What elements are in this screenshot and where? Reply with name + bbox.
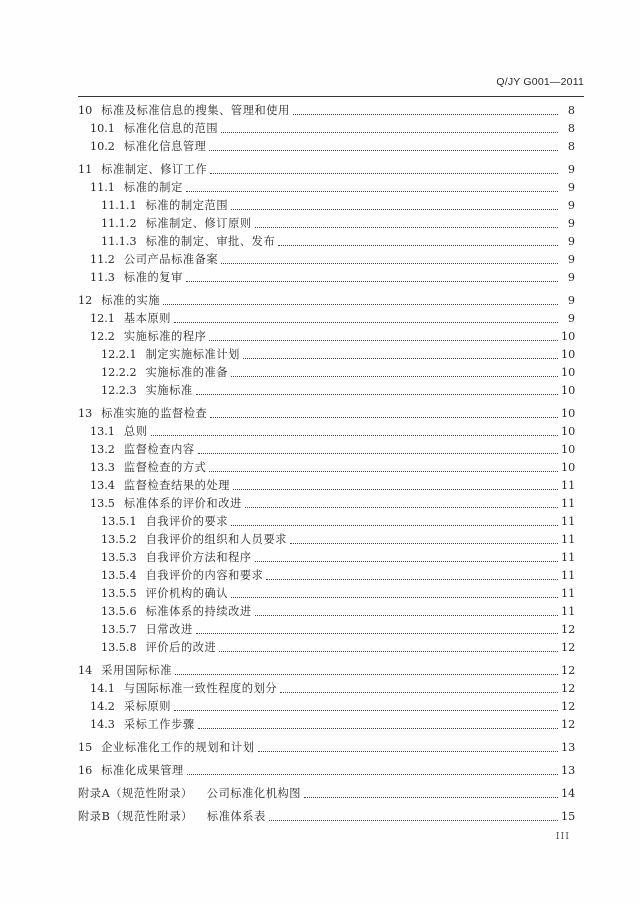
toc-entry-number: 11.1.2 — [101, 217, 137, 230]
dot-leader — [210, 417, 558, 418]
toc-entry-page: 9 — [567, 294, 575, 307]
toc-entry-page: 10 — [561, 348, 576, 361]
toc-entry-page: 15 — [561, 810, 576, 823]
toc-entry-title: 实施标准的准备 — [145, 366, 229, 379]
dot-leader — [243, 358, 558, 359]
toc-entry[interactable] — [78, 197, 575, 215]
dot-leader — [258, 751, 559, 752]
toc-entry[interactable] — [78, 716, 575, 734]
toc-entry-title: 评价后的改进 — [145, 641, 217, 654]
toc-entry-title: 标准的实施 — [101, 294, 161, 307]
toc-entry[interactable] — [78, 292, 575, 310]
dot-leader — [209, 471, 558, 472]
toc-entry-page: 9 — [567, 217, 575, 230]
dot-leader — [196, 633, 558, 634]
toc-entry[interactable] — [78, 405, 575, 423]
toc-entry-title: 与国际标准一致性程度的划分 — [123, 682, 278, 695]
dot-leader — [187, 774, 558, 775]
toc-entry-number: 附录A（规范性附录） — [78, 787, 193, 800]
toc-entry-number: 12.2 — [90, 330, 115, 343]
dot-leader — [175, 674, 558, 675]
toc-entry-number: 12.2.3 — [101, 384, 137, 397]
toc-entry[interactable] — [78, 138, 575, 156]
toc-entry-title: 总则 — [123, 425, 148, 438]
dot-leader — [293, 114, 558, 115]
dot-leader — [278, 245, 558, 246]
toc-entry-page: 11 — [561, 497, 576, 510]
toc-entry-title: 监督检查的方式 — [123, 461, 207, 474]
dot-leader — [209, 340, 558, 341]
toc-entry-page: 10 — [561, 461, 576, 474]
toc-entry-number: 13.3 — [90, 461, 115, 474]
dot-leader — [210, 173, 558, 174]
toc-entry-title: 日常改进 — [145, 623, 193, 636]
toc-entry-page: 11 — [561, 605, 576, 618]
toc-entry[interactable] — [78, 603, 575, 621]
dot-leader — [221, 132, 558, 133]
toc-entry[interactable] — [78, 549, 575, 567]
toc-entry[interactable] — [78, 513, 575, 531]
toc-entry-title: 自我评价的要求 — [145, 515, 229, 528]
toc-entry-number: 13.5.2 — [101, 533, 137, 546]
toc-entry-title: 评价机构的确认 — [145, 587, 229, 600]
toc-entry-number: 12.1 — [90, 312, 115, 325]
toc-entry-title: 标准的制定、审批、发布 — [145, 235, 276, 248]
dot-leader — [231, 597, 558, 598]
toc-entry[interactable] — [78, 808, 575, 826]
toc-entry-number: 13 — [78, 407, 93, 420]
toc-entry-number: 13.5.6 — [101, 605, 137, 618]
dot-leader — [304, 797, 558, 798]
toc-entry-title: 标准实施的监督检查 — [101, 407, 208, 420]
toc-entry-number: 10 — [78, 104, 93, 117]
document-code: Q/JY G001—2011 — [496, 76, 584, 88]
dot-leader — [198, 728, 558, 729]
toc-entry[interactable] — [78, 785, 575, 803]
toc-entry-number: 11.2 — [90, 253, 115, 266]
toc-entry-page: 9 — [567, 253, 575, 266]
toc-entry-page: 11 — [561, 533, 576, 546]
toc-entry-number: 13.2 — [90, 443, 115, 456]
toc-entry-number: 附录B（规范性附录） — [78, 810, 193, 823]
dot-leader — [290, 543, 558, 544]
toc-entry-number: 16 — [78, 764, 93, 777]
toc-entry[interactable] — [78, 531, 575, 549]
toc-entry-page: 9 — [567, 235, 575, 248]
toc-entry-number: 10.1 — [90, 122, 115, 135]
dot-leader — [266, 579, 558, 580]
toc-entry-number: 11.1 — [90, 181, 115, 194]
toc-entry-number: 13.5.4 — [101, 569, 137, 582]
toc-entry-number: 12.2.2 — [101, 366, 137, 379]
toc-entry-number: 13.5 — [90, 497, 115, 510]
dot-leader — [255, 561, 558, 562]
toc-entry[interactable] — [78, 310, 575, 328]
toc-entry-number: 13.5.8 — [101, 641, 137, 654]
toc-entry-number: 14.3 — [90, 718, 115, 731]
toc-entry-title: 采标原则 — [123, 700, 172, 713]
toc-entry-title: 标准化成果管理 — [101, 764, 184, 777]
toc-entry[interactable] — [78, 346, 575, 364]
toc-entry-title: 标准化信息管理 — [123, 140, 207, 153]
toc-entry[interactable] — [78, 179, 575, 197]
toc-entry-page: 8 — [567, 140, 575, 153]
toc-entry-page: 13 — [561, 741, 576, 754]
dot-leader — [269, 820, 558, 821]
toc-entry-number: 13.4 — [90, 479, 115, 492]
toc-entry[interactable] — [78, 441, 575, 459]
toc-entry-number: 12 — [78, 294, 93, 307]
toc-entry-title: 标准的制定 — [123, 181, 183, 194]
toc-entry-page: 9 — [567, 312, 575, 325]
toc-entry-title: 采标工作步骤 — [123, 718, 195, 731]
dot-leader — [186, 281, 558, 282]
toc-entry[interactable] — [78, 739, 575, 757]
dot-leader — [209, 150, 558, 151]
toc-entry-title: 自我评价方法和程序 — [145, 551, 252, 564]
toc-entry-title: 实施标准 — [145, 384, 193, 397]
dot-leader — [255, 227, 558, 228]
toc-entry-title: 标准体系表 — [206, 810, 266, 823]
toc-entry-title: 自我评价的内容和要求 — [145, 569, 264, 582]
toc-entry-title: 自我评价的组织和人员要求 — [145, 533, 288, 546]
toc-entry-title: 标准的复审 — [123, 271, 183, 284]
toc-entry-title: 标准制定、修订工作 — [101, 163, 208, 176]
table-of-contents — [78, 102, 575, 826]
dot-leader — [174, 322, 558, 323]
toc-entry[interactable] — [78, 477, 575, 495]
dot-leader — [198, 453, 558, 454]
toc-entry-number: 14.2 — [90, 700, 115, 713]
toc-entry[interactable] — [78, 698, 575, 716]
toc-entry-page: 9 — [567, 199, 575, 212]
toc-entry[interactable] — [78, 639, 575, 657]
toc-entry-title: 标准化信息的范围 — [123, 122, 219, 135]
dot-leader — [231, 376, 558, 377]
toc-entry-page: 11 — [561, 479, 576, 492]
toc-entry-title: 采用国际标准 — [101, 664, 172, 677]
toc-entry-number: 13.5.7 — [101, 623, 137, 636]
toc-entry-page: 10 — [561, 407, 576, 420]
toc-entry-page: 8 — [567, 104, 575, 117]
toc-entry[interactable] — [78, 233, 575, 251]
toc-entry[interactable] — [78, 215, 575, 233]
toc-entry-page: 11 — [561, 569, 576, 582]
toc-entry-page: 14 — [561, 787, 576, 800]
toc-entry-number: 12.2.1 — [101, 348, 137, 361]
toc-entry[interactable] — [78, 459, 575, 477]
toc-entry-number: 15 — [78, 741, 93, 754]
toc-entry-page: 11 — [561, 515, 576, 528]
toc-entry-number: 11 — [78, 163, 93, 176]
toc-entry[interactable] — [78, 567, 575, 585]
toc-entry-page: 12 — [561, 700, 576, 713]
dot-leader — [231, 525, 558, 526]
toc-entry-title: 标准体系的评价和改进 — [123, 497, 242, 510]
toc-entry[interactable] — [78, 269, 575, 287]
toc-entry-number: 13.5.1 — [101, 515, 137, 528]
toc-entry-number: 11.3 — [90, 271, 115, 284]
toc-entry-number: 13.5.5 — [101, 587, 137, 600]
toc-entry-title: 公司标准化机构图 — [206, 787, 302, 800]
toc-entry-title: 标准的制定范围 — [145, 199, 229, 212]
toc-entry-page: 9 — [567, 181, 575, 194]
toc-entry[interactable] — [78, 328, 575, 346]
dot-leader — [221, 263, 558, 264]
toc-entry-title: 标准及标准信息的搜集、管理和使用 — [101, 104, 290, 117]
dot-leader — [174, 710, 558, 711]
toc-entry-title: 基本原则 — [123, 312, 172, 325]
toc-entry[interactable] — [78, 662, 575, 680]
toc-entry-page: 10 — [561, 366, 576, 379]
toc-entry-number: 10.2 — [90, 140, 115, 153]
dot-leader — [233, 489, 558, 490]
toc-entry-page: 9 — [567, 271, 575, 284]
toc-entry-title: 实施标准的程序 — [123, 330, 207, 343]
toc-entry-page: 13 — [561, 764, 576, 777]
dot-leader — [196, 394, 558, 395]
dot-leader — [219, 651, 558, 652]
page-number: III — [555, 831, 570, 842]
toc-entry[interactable] — [78, 102, 575, 120]
dot-leader — [255, 615, 558, 616]
toc-entry-title: 标准体系的持续改进 — [145, 605, 252, 618]
dot-leader — [280, 692, 558, 693]
toc-entry-page: 11 — [561, 587, 576, 600]
toc-entry-page: 12 — [561, 623, 576, 636]
toc-entry[interactable] — [78, 680, 575, 698]
toc-entry[interactable] — [78, 585, 575, 603]
toc-entry[interactable] — [78, 495, 575, 513]
toc-entry-page: 12 — [561, 718, 576, 731]
toc-entry-page: 11 — [561, 551, 576, 564]
dot-leader — [186, 191, 558, 192]
toc-entry-title: 监督检查内容 — [123, 443, 195, 456]
toc-entry[interactable] — [78, 382, 575, 400]
dot-leader — [151, 435, 559, 436]
toc-entry[interactable] — [78, 364, 575, 382]
toc-entry-title: 标准制定、修订原则 — [145, 217, 252, 230]
toc-entry-number: 13.5.3 — [101, 551, 137, 564]
toc-entry[interactable] — [78, 161, 575, 179]
dot-leader — [163, 304, 558, 305]
toc-entry-number: 11.1.3 — [101, 235, 137, 248]
toc-entry-title: 制定实施标准计划 — [145, 348, 240, 361]
toc-entry-page: 12 — [561, 641, 576, 654]
toc-entry-page: 8 — [567, 122, 575, 135]
toc-entry-number: 14 — [78, 664, 93, 677]
toc-entry-title: 监督检查结果的处理 — [123, 479, 231, 492]
toc-entry-page: 10 — [561, 443, 576, 456]
toc-entry[interactable] — [78, 423, 575, 441]
toc-entry-page: 10 — [561, 330, 576, 343]
dot-leader — [245, 507, 558, 508]
toc-entry-page: 12 — [561, 682, 576, 695]
toc-entry[interactable] — [78, 621, 575, 639]
dot-leader — [231, 209, 558, 210]
toc-entry[interactable] — [78, 120, 575, 138]
toc-entry-number: 13.1 — [90, 425, 115, 438]
toc-entry-title: 企业标准化工作的规划和计划 — [101, 741, 255, 754]
toc-entry-page: 12 — [561, 664, 576, 677]
toc-entry-title: 公司产品标准备案 — [123, 253, 219, 266]
toc-entry[interactable] — [78, 762, 575, 780]
toc-entry[interactable] — [78, 251, 575, 269]
toc-entry-page: 10 — [561, 384, 576, 397]
header-divider — [78, 96, 584, 97]
toc-entry-number: 11.1.1 — [101, 199, 137, 212]
toc-entry-page: 10 — [561, 425, 576, 438]
toc-entry-page: 9 — [567, 163, 575, 176]
toc-entry-number: 14.1 — [90, 682, 115, 695]
